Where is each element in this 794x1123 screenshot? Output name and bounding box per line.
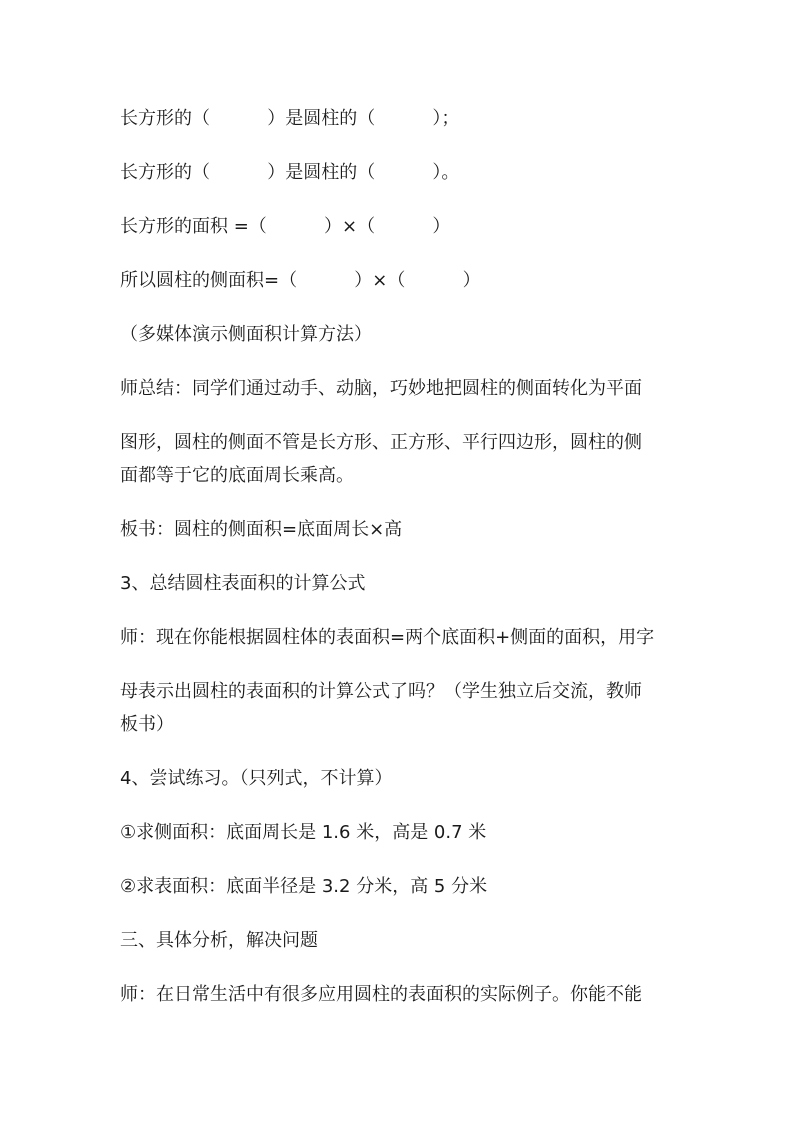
section-heading-three: 三、具体分析，解决问题 — [120, 930, 318, 951]
teacher-intro-line: 师：在日常生活中有很多应用圆柱的表面积的实际例子。你能不能 — [120, 984, 642, 1005]
section-heading-4: 4、尝试练习。（只列式，不计算） — [120, 768, 393, 789]
teacher-summary-line-1: 师总结：同学们通过动手、动脑，巧妙地把圆柱的侧面转化为平面 — [120, 378, 642, 399]
fill-blank-line-2: 长方形的（ ）是圆柱的（ ）。 — [120, 162, 460, 183]
section-heading-3: 3、总结圆柱表面积的计算公式 — [120, 573, 366, 594]
board-note: 板书：圆柱的侧面积=底面周长×高 — [120, 519, 403, 540]
teacher-question-line-2: 母表示出圆柱的表面积的计算公式了吗？（学生独立后交流，教师 — [120, 681, 642, 702]
fill-blank-line-1: 长方形的（ ）是圆柱的（ ）； — [120, 108, 460, 129]
area-formula-line: 长方形的面积 =（ ）×（ ） — [120, 216, 451, 237]
teacher-question-line-1: 师：现在你能根据圆柱体的表面积=两个底面积+侧面的面积，用字 — [120, 627, 655, 648]
teacher-question-line-3: 板书） — [120, 714, 174, 735]
lateral-area-line: 所以圆柱的侧面积=（ ）×（ ） — [120, 270, 481, 291]
teacher-summary-line-3: 面都等于它的底面周长乘高。 — [120, 465, 354, 486]
exercise-2: ②求表面积：底面半径是 3.2 分米，高 5 分米 — [120, 876, 488, 897]
exercise-1: ①求侧面积：底面周长是 1.6 米，高是 0.7 米 — [120, 822, 487, 843]
teacher-summary-line-2: 图形，圆柱的侧面不管是长方形、正方形、平行四边形，圆柱的侧 — [120, 432, 642, 453]
multimedia-note: （多媒体演示侧面积计算方法） — [120, 324, 372, 345]
